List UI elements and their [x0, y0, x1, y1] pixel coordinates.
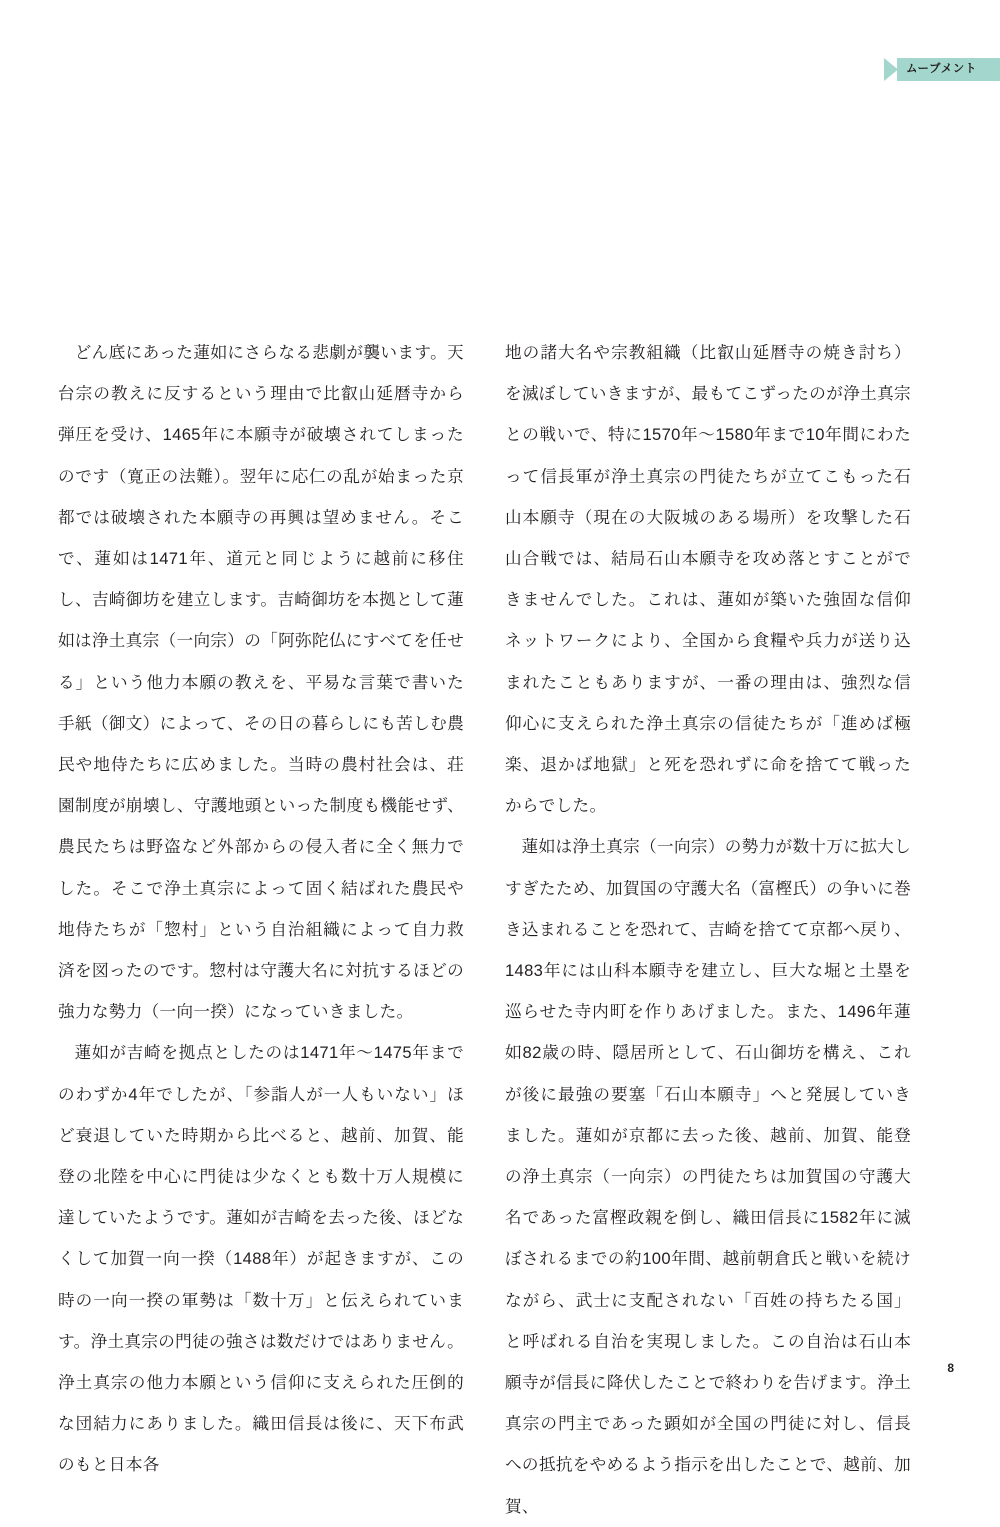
page-number: 8: [947, 1361, 954, 1375]
paragraph: 蓮如が吉崎を拠点としたのは1471年〜1475年までのわずか4年でしたが、「参詣人が一人もいない」ほど衰退していた時期から比べると、越前、加賀、能登の北陸を中心に門徒は少なくとも数十万人規模に達していたようです。蓮如が吉崎を去った後、ほどなくして加賀一向一揆（1488年）が起きますが、この時の一向一揆の軍勢は「数十万」と伝えられています。浄土真宗の門徒の強さは数だけではありません。浄土真宗の他力本願という信仰に支えられた圧倒的な団結力にありました。織田信長は後に、天下布武のもと日本各: [58, 1043, 464, 1475]
chevron-right-icon: [884, 58, 898, 81]
running-head-tag: [884, 58, 1000, 81]
text-column-left: [58, 332, 464, 1527]
page-body: [58, 332, 942, 1527]
paragraph: どん底にあった蓮如にさらなる悲劇が襲います。天台宗の教えに反するという理由で比叡山延暦寺から弾圧を受け、1465年に本願寺が破壊されてしまったのです（寛正の法難）。翌年に応仁の乱が始まった京都では破壊された本願寺の再興は望めません。そこで、蓮如は1471年、道元と同じように越前に移住し、吉崎御坊を建立します。吉崎御坊を本拠として蓮如は浄土真宗（一向宗）の「阿弥陀仏にすべてを任せる」という他力本願の教えを、平易な言葉で書いた手紙（御文）によって、その日の暮らしにも苦しむ農民や地侍たちに広めました。当時の農村社会は、荘園制度が崩壊し、守護地頭といった制度も機能せず、農民たちは野盗など外部からの侵入者に全く無力でした。そこで浄土真宗によって固く結ばれた農民や地侍たちが「惣村」という自治組織によって自力救済を図ったのです。惣村は守護大名に対抗するほどの強力な勢力（一向一揆）になっていきました。: [58, 343, 464, 1022]
paragraph: 地の諸大名や宗教組織（比叡山延暦寺の焼き討ち）を滅ぼしていきますが、最もてこずったのが浄土真宗との戦いで、特に1570年〜1580年まで10年間にわたって信長軍が浄土真宗の門徒たちが立てこもった石山本願寺（現在の大阪城のある場所）を攻撃した石山合戦では、結局石山本願寺を攻め落とすことができませんでした。これは、蓮如が築いた強固な信仰ネットワークにより、全国から食糧や兵力が送り込まれたこともありますが、一番の理由は、強烈な信仰心に支えられた浄土真宗の信徒たちが「進めば極楽、退かば地獄」と死を恐れずに命を捨てて戦ったからでした。: [505, 343, 911, 816]
text-column-right: [505, 332, 911, 1527]
running-head-label: ムーブメント: [906, 63, 977, 75]
paragraph: 蓮如は浄土真宗（一向宗）の勢力が数十万に拡大しすぎたため、加賀国の守護大名（富樫氏）の争いに巻き込まれることを恐れて、吉崎を捨てて京都へ戻り、1483年には山科本願寺を建立し、巨大な堀と土塁を巡らせた寺内町を作りあげました。また、1496年蓮如82歳の時、隠居所として、石山御坊を構え、これが後に最強の要塞「石山本願寺」へと発展していきました。蓮如が京都に去った後、越前、加賀、能登の浄土真宗（一向宗）の門徒たちは加賀国の守護大名であった富樫政親を倒し、織田信長に1582年に滅ぼされるまでの約100年間、越前朝倉氏と戦いを続けながら、武士に支配されない「百姓の持ちたる国」と呼ばれる自治を実現しました。この自治は石山本願寺が信長に降伏したことで終わりを告げます。浄土真宗の門主であった顕如が全国の門徒に対し、信長への抵抗をやめるよう指示を出したことで、越前、加賀、: [505, 837, 911, 1516]
